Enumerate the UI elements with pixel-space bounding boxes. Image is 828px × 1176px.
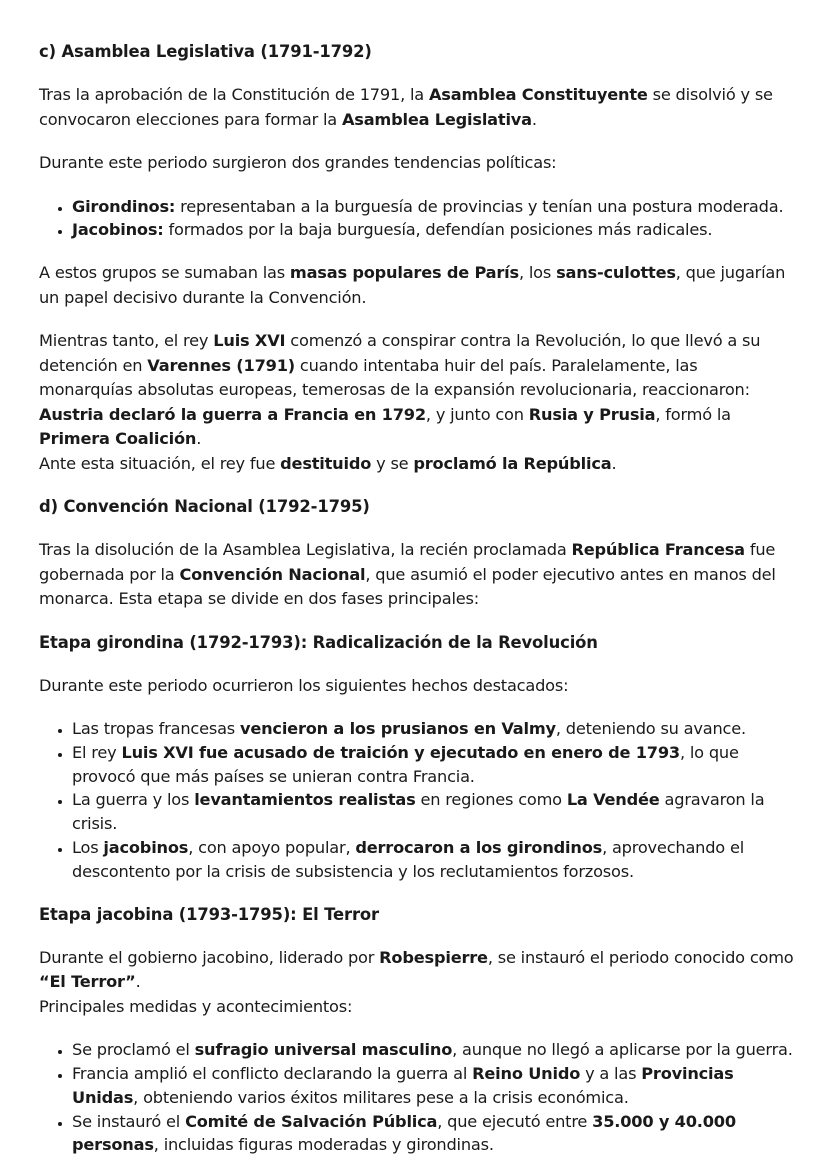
paragraph [39,329,794,476]
list-item [72,1062,794,1110]
section-heading-convencion-nacional: d) Convención Nacional (1792-1795) [39,497,370,517]
bold-text: masas populares de París [289,263,519,283]
bold-text: Convención Nacional [179,564,366,584]
text-run: , que asumió el poder ejecutivo antes en manos del monarca. Esta etapa se divide en dos fases principales: [39,564,776,609]
paragraph [39,83,794,132]
text-run: , incluidas figuras moderadas y girondinas. [153,1135,494,1155]
bold-text: destituido [280,453,372,473]
text-run: . [531,109,537,129]
subsection-heading-etapa-jacobina: Etapa jacobina (1793-1795): El Terror [39,904,379,924]
text-run: Durante el gobierno jacobino, liderado por [39,947,380,967]
text-run: , que jugarían un papel decisivo durante la Convención. [39,263,786,307]
text-run: , se instauró el periodo conocido como [487,947,794,967]
paragraph [39,151,794,176]
paragraph [39,946,794,1020]
text-run: en regiones como [415,790,567,810]
text-run: El rey [72,742,122,762]
text-run: Principales medidas y acontecimientos: [39,996,353,1016]
text-run: , lo que provocó que más países se unieran contra Francia. [72,742,739,786]
bold-text: proclamó la República [413,453,612,473]
text-run: , con apoyo popular, [188,838,356,858]
text-run: Ante esta situación, el rey fue [39,453,281,473]
bold-text: Reino Unido [472,1063,581,1083]
text-run: , aprovechando el descontento por la crisis de subsistencia y los reclutamientos forzosos. [72,838,745,881]
bold-text: República Francesa [571,540,745,560]
text-run: , aunque no llegó a aplicarse por la guerra. [452,1040,793,1060]
bold-text: derrocaron a los girondinos [355,838,603,858]
text-run: agravaron la crisis. [72,790,765,834]
text-run: Durante este periodo surgieron dos grandes tendencias políticas: [39,153,557,172]
text-run: Durante este periodo ocurrieron los siguientes hechos destacados: [39,675,569,695]
text-run: Tras la aprobación de la Constitución de 1791, la [39,85,429,104]
text-run: fue gobernada por la [39,540,776,584]
bold-text: Primera Coalición [39,429,197,449]
list-item [72,195,794,219]
bold-text: Luis XVI fue acusado de traición y ejecutado en enero de 1793 [121,742,680,762]
bold-text: Austria declaró la guerra a Francia en 1792 [39,404,426,424]
bold-text: Robespierre [379,947,488,967]
text-run: y se [371,453,414,473]
text-run: Francia amplió el conflicto declarando la guerra al [72,1063,473,1083]
paragraph [39,538,794,612]
text-run: La guerra y los [72,790,195,810]
paragraph [39,261,794,310]
bold-text: Provincias Unidas [72,1063,734,1107]
text-run: . [196,429,202,449]
bold-text: levantamientos realistas [194,790,416,810]
paragraph-line [39,946,794,995]
bullet-list [39,717,794,884]
bold-text: Rusia y Prusia [528,404,656,424]
text-run: Se proclamó el [72,1040,195,1060]
bold-text: 35.000 y 40.000 personas [72,1111,736,1155]
text-run: comenzó a conspirar contra la Revolución, lo que llevó a su detención en [39,331,761,375]
document-page [39,40,794,1176]
paragraph-line [39,452,794,477]
text-run: cuando intentaba huir del país. Paralelamente, las monarquías absolutas europeas, temerosas de la expansión revolucionaria, reaccionaron: [39,355,750,400]
list-item [72,218,794,242]
bold-text: “El Terror” [39,972,136,992]
list-item [72,1038,794,1062]
bold-text: Asamblea Legislativa [341,109,532,129]
bold-text: Luis XVI [213,331,286,351]
text-run: se disolvió y se convocaron elecciones para formar la [39,85,773,129]
list-item [72,717,794,741]
bold-text: Girondinos: [72,196,176,216]
text-run: Mientras tanto, el rey [39,331,214,351]
bold-text: Asamblea Constituyente [428,85,648,104]
text-run: Los [72,838,104,858]
text-run: formados por la baja burguesía, defendían posiciones más radicales. [163,220,713,240]
bold-text: La Vendée [566,790,660,810]
text-run: , los [518,263,557,283]
bullet-list [39,1038,794,1157]
text-run: y a las [580,1063,642,1083]
bold-text: sans-culottes [556,263,676,283]
text-run: Se instauró el [72,1111,186,1131]
text-run: A estos grupos se sumaban las [39,263,290,283]
list-item [72,836,794,884]
bold-text: Jacobinos: [72,220,164,240]
bold-text: Varennes (1791) [147,355,295,375]
paragraph-line [39,329,794,452]
list-item [72,1110,794,1158]
bold-text: sufragio universal masculino [194,1040,453,1060]
text-run: , y junto con [425,404,529,424]
text-run: Tras la disolución de la Asamblea Legislativa, la recién proclamada [39,540,572,560]
text-run: . [135,972,141,992]
list-item [72,788,794,836]
bold-text: vencieron a los prusianos en Valmy [239,719,556,739]
text-run: , que ejecutó entre [437,1111,593,1131]
text-run: . [611,453,617,473]
bold-text: jacobinos [103,838,189,858]
bullet-list [39,195,794,243]
bold-text: Comité de Salvación Pública [185,1111,438,1131]
text-run: representaban a la burguesía de provincias y tenían una postura moderada. [175,196,784,216]
paragraph [39,674,794,699]
list-item [72,741,794,789]
subsection-heading-etapa-girondina: Etapa girondina (1792-1793): Radicalización de la Revolución [39,632,598,652]
text-run: , obteniendo varios éxitos militares pese a la crisis económica. [133,1087,629,1107]
section-heading-asamblea-legislativa: c) Asamblea Legislativa (1791-1792) [39,42,372,61]
text-run: , deteniendo su avance. [555,719,746,739]
text-run: Las tropas francesas [72,719,240,739]
text-run: , formó la [655,404,731,424]
paragraph-line [39,995,794,1020]
